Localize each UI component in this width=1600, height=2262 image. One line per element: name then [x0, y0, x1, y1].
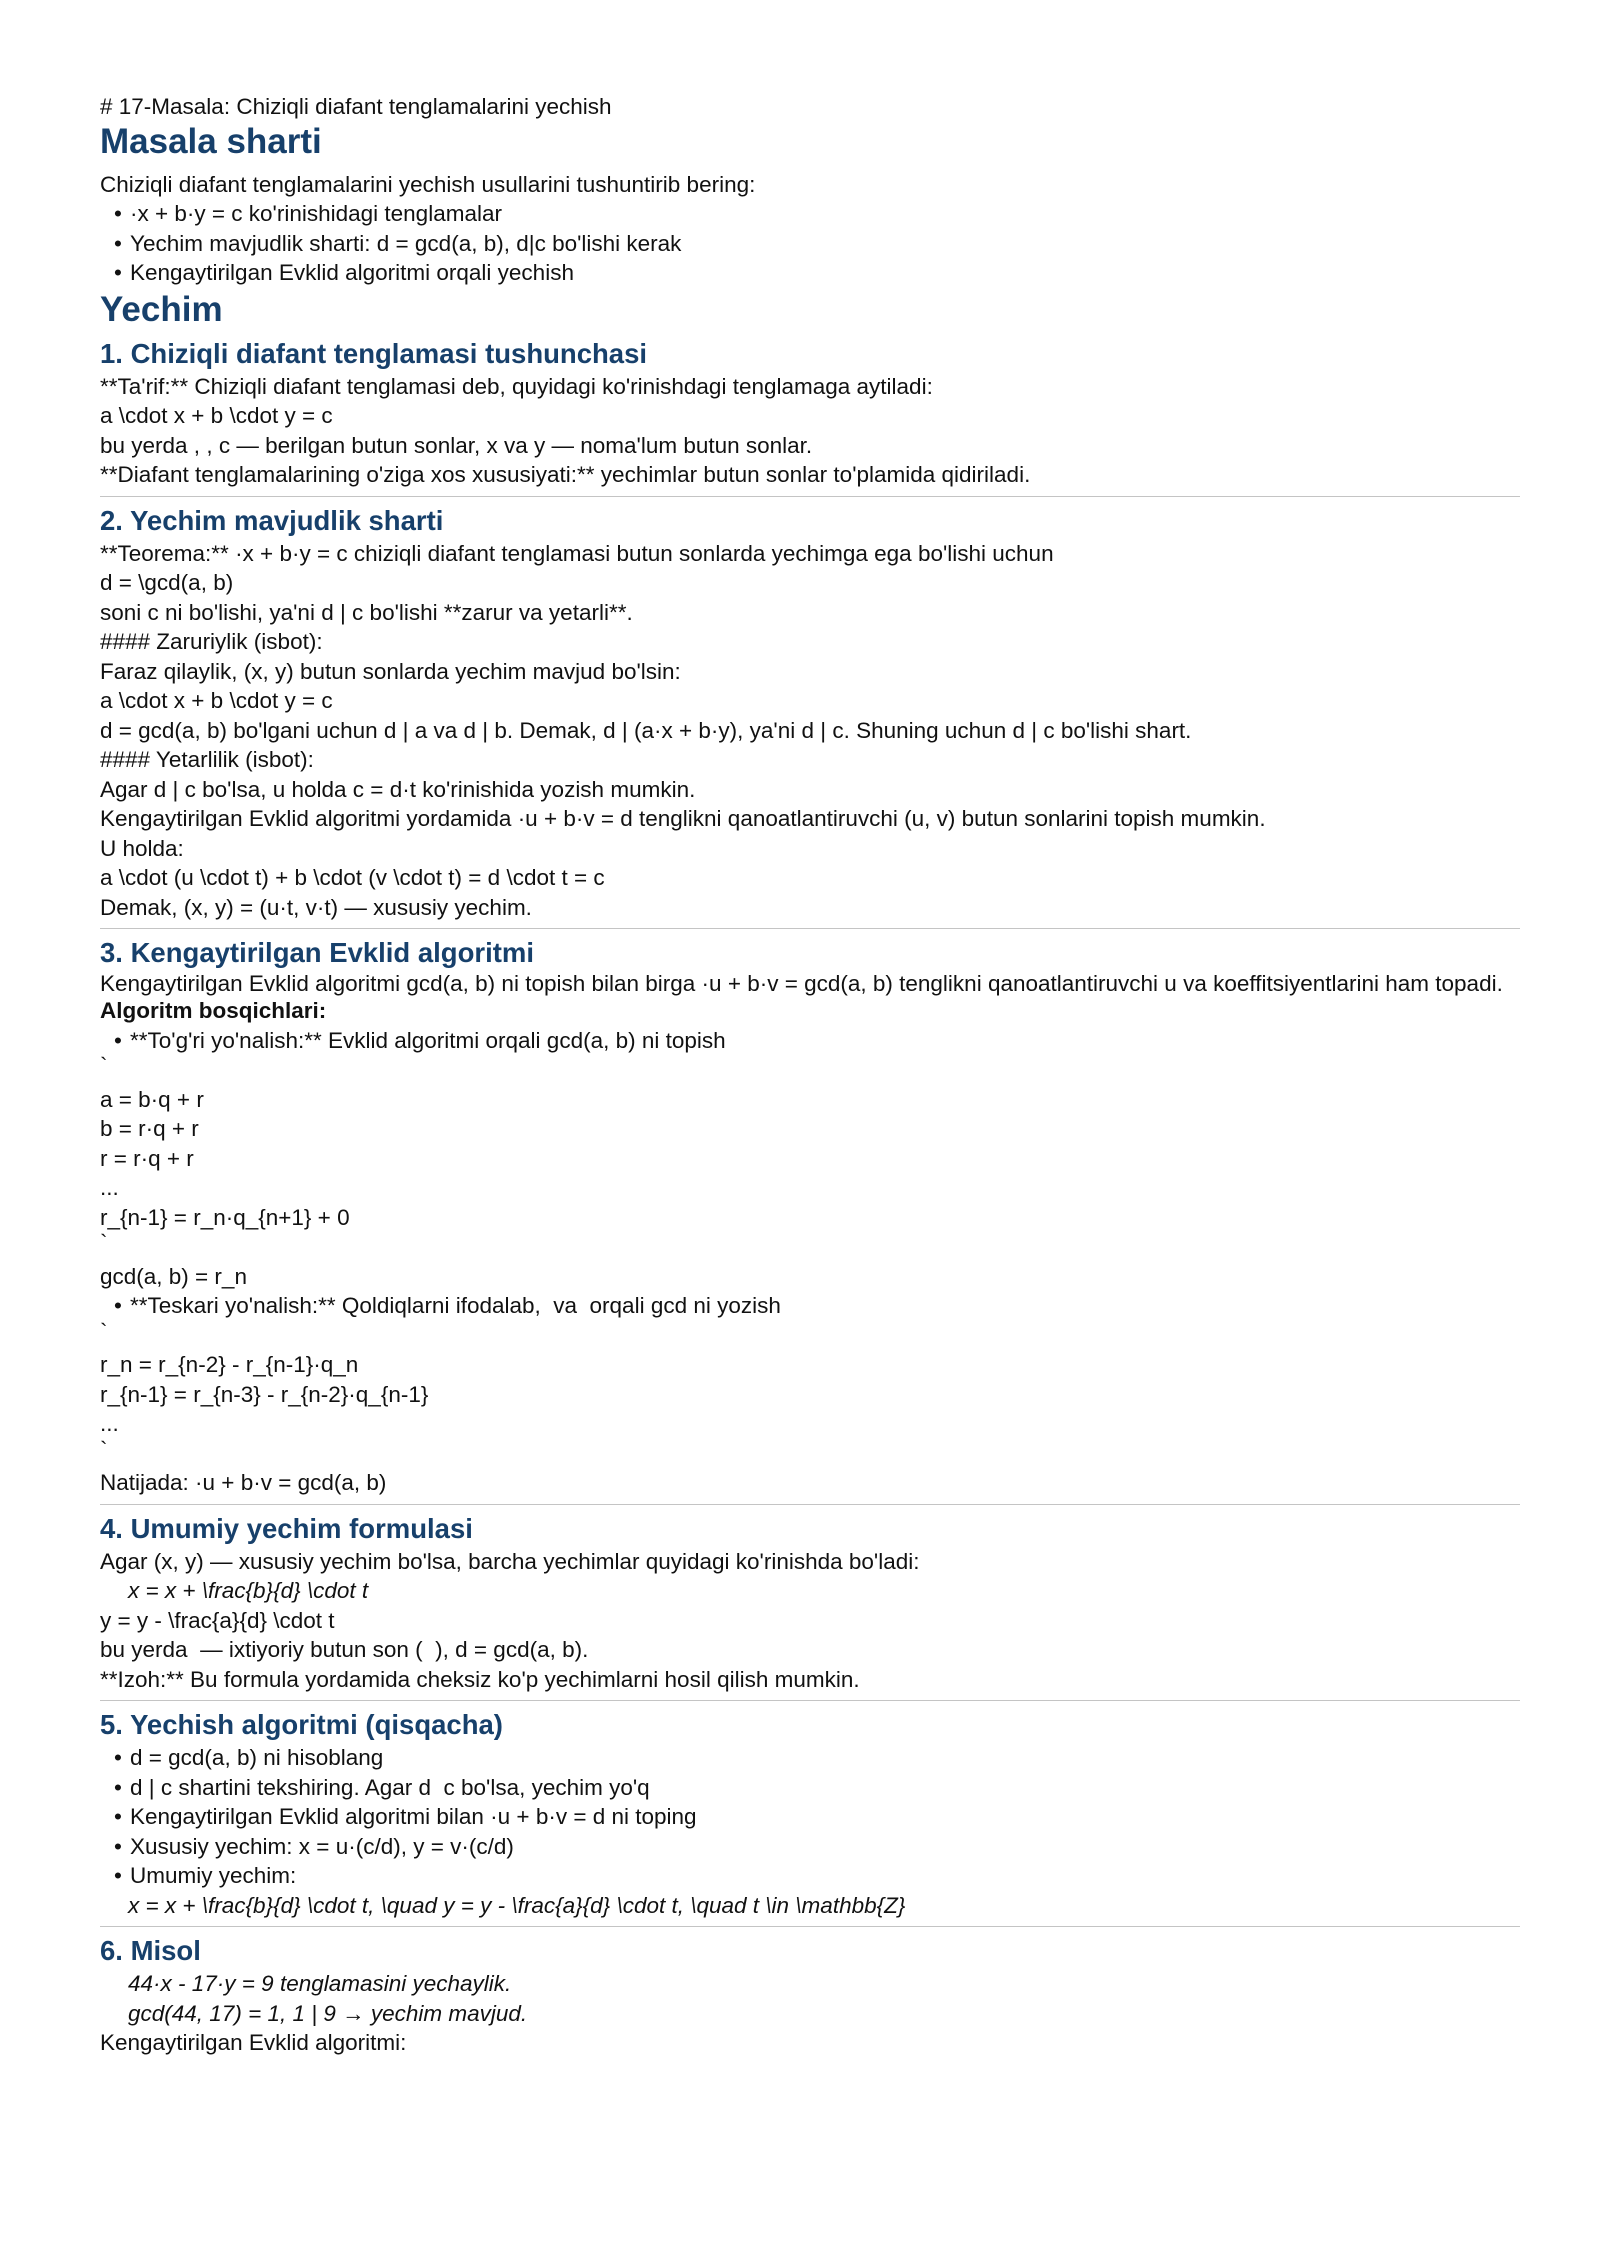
- list-item: • **To'g'ri yo'nalish:** Evklid algoritmi orqali gcd(a, b) ni topish: [114, 1027, 726, 1053]
- paragraph: Agar d | c bo'lsa, u holda c = d·t ko'rinishida yozish mumkin.: [100, 776, 696, 802]
- list-item: • ·x + b·y = c ko'rinishidagi tenglamalar: [114, 201, 502, 226]
- list-item: • Umumiy yechim:: [114, 1863, 297, 1888]
- paragraph: Agar (x, y) — xususiy yechim bo'lsa, barcha yechimlar quyidagi ko'rinishda bo'ladi:: [100, 1548, 920, 1574]
- code-fence: `: [100, 1436, 108, 1462]
- example-line: gcd(44, 17) = 1, 1 | 9 → yechim mavjud.: [128, 2000, 528, 2026]
- section-divider: [100, 496, 1520, 497]
- subheading: #### Yetarlilik (isbot):: [100, 747, 314, 772]
- section-6-title: 6. Misol: [100, 1935, 201, 1966]
- section-5-title: 5. Yechish algoritmi (qisqacha): [100, 1709, 503, 1740]
- formula: x = x + \frac{b}{d} \cdot t: [128, 1578, 369, 1603]
- list-item: • Yechim mavjudlik sharti: d = gcd(a, b), d|c bo'lishi kerak: [114, 230, 682, 256]
- paragraph: **Ta'rif:** Chiziqli diafant tenglamasi deb, quyidagi ko'rinishdagi tenglamaga aytiladi:: [100, 373, 933, 399]
- paragraph: **Diafant tenglamalarining o'ziga xos xususiyati:** yechimlar butun sonlar to'plamida qidiriladi.: [100, 462, 1031, 487]
- paragraph: **Izoh:** Bu formula yordamida cheksiz ko'p yechimlarni hosil qilish mumkin.: [100, 1666, 860, 1692]
- code-fence: `: [100, 1318, 108, 1344]
- code-line: ...: [100, 1411, 119, 1436]
- section-1-title: 1. Chiziqli diafant tenglamasi tushunchasi: [100, 337, 648, 369]
- paragraph: Kengaytirilgan Evklid algoritmi yordamida ·u + b·v = d tenglikni qanoatlantiruvchi (u, v) butun sonlarini topish mumkin.: [100, 806, 1266, 831]
- list-item: • Xususiy yechim: x = u·(c/d), y = v·(c/d): [114, 1833, 514, 1859]
- code-line: r_n = r_{n-2} - r_{n-1}·q_n: [100, 1352, 359, 1377]
- paragraph: bu yerda , , c — berilgan butun sonlar, x va y — noma'lum butun sonlar.: [100, 432, 813, 458]
- paragraph: d = gcd(a, b) bo'lgani uchun d | a va d | b. Demak, d | (a·x + b·y), ya'ni d | c. Shuning uchun d | c bo'lishi shart.: [100, 717, 1192, 743]
- list-item: • d | c shartini tekshiring. Agar d c bo'lsa, yechim yo'q: [114, 1774, 650, 1800]
- code-line: r_{n-1} = r_n·q_{n+1} + 0: [100, 1204, 350, 1230]
- code-line: r_{n-1} = r_{n-3} - r_{n-2}·q_{n-1}: [100, 1381, 429, 1407]
- list-item: • **Teskari yo'nalish:** Qoldiqlarni ifodalab, va orqali gcd ni yozish: [114, 1293, 781, 1318]
- paragraph: Kengaytirilgan Evklid algoritmi gcd(a, b) ni topish bilan birga ·u + b·v = gcd(a, b) tenglikni qanoatlantiruvchi u va koeffitsiyentlarini ham topadi.: [100, 971, 1503, 996]
- formula: d = \gcd(a, b): [100, 570, 234, 595]
- task-title: # 17-Masala: Chiziqli diafant tenglamalarini yechish: [100, 94, 612, 119]
- steps-label: Algoritm bosqichlari:: [100, 998, 327, 1023]
- formula: a \cdot (u \cdot t) + b \cdot (v \cdot t) = d \cdot t = c: [100, 865, 605, 890]
- paragraph: gcd(a, b) = r_n: [100, 1263, 247, 1289]
- paragraph: Kengaytirilgan Evklid algoritmi:: [100, 2030, 407, 2055]
- formula: a \cdot x + b \cdot y = c: [100, 688, 333, 713]
- code-line: ...: [100, 1175, 119, 1200]
- section-2-title: 2. Yechim mavjudlik sharti: [100, 504, 444, 536]
- code-line: b = r·q + r: [100, 1116, 199, 1141]
- section-3-title: 3. Kengaytirilgan Evklid algoritmi: [100, 937, 534, 968]
- subheading: #### Zaruriylik (isbot):: [100, 629, 323, 654]
- formula: a \cdot x + b \cdot y = c: [100, 403, 333, 428]
- section-divider: [100, 1926, 1520, 1927]
- example-line: 44·x - 17·y = 9 tenglamasini yechaylik.: [128, 1971, 512, 1996]
- section-4-title: 4. Umumiy yechim formulasi: [100, 1512, 473, 1544]
- formula: y = y - \frac{a}{d} \cdot t: [100, 1607, 335, 1633]
- paragraph: soni c ni bo'lishi, ya'ni d | c bo'lishi **zarur va yetarli**.: [100, 599, 633, 625]
- condition-intro: Chiziqli diafant tenglamalarini yechish usullarini tushuntirib bering:: [100, 171, 756, 197]
- code-fence: `: [100, 1230, 108, 1255]
- code-line: r = r·q + r: [100, 1145, 194, 1171]
- paragraph: bu yerda — ixtiyoriy butun son ( ), d = gcd(a, b).: [100, 1637, 589, 1662]
- paragraph: Faraz qilaylik, (x, y) butun sonlarda yechim mavjud bo'lsin:: [100, 658, 681, 684]
- section-divider: [100, 1700, 1520, 1701]
- list-item: • d = gcd(a, b) ni hisoblang: [114, 1745, 384, 1770]
- code-line: a = b·q + r: [100, 1086, 204, 1112]
- paragraph: Natijada: ·u + b·v = gcd(a, b): [100, 1470, 387, 1495]
- code-fence: `: [100, 1053, 108, 1078]
- solution-heading: Yechim: [100, 289, 223, 329]
- paragraph: Demak, (x, y) = (u·t, v·t) — xususiy yechim.: [100, 894, 532, 920]
- section-divider: [100, 928, 1520, 929]
- document-page: [100, 92, 1520, 2058]
- list-item: • Kengaytirilgan Evklid algoritmi bilan ·u + b·v = d ni toping: [114, 1804, 697, 1829]
- list-item: • Kengaytirilgan Evklid algoritmi orqali yechish: [114, 260, 574, 285]
- paragraph: U holda:: [100, 835, 184, 861]
- section-divider: [100, 1504, 1520, 1505]
- condition-heading: Masala sharti: [100, 121, 322, 161]
- formula: x = x + \frac{b}{d} \cdot t, \quad y = y - \frac{a}{d} \cdot t, \quad t \in \mathbb{Z}: [128, 1892, 906, 1918]
- paragraph: **Teorema:** ·x + b·y = c chiziqli diafant tenglamasi butun sonlarda yechimga ega bo'lishi uchun: [100, 540, 1054, 566]
